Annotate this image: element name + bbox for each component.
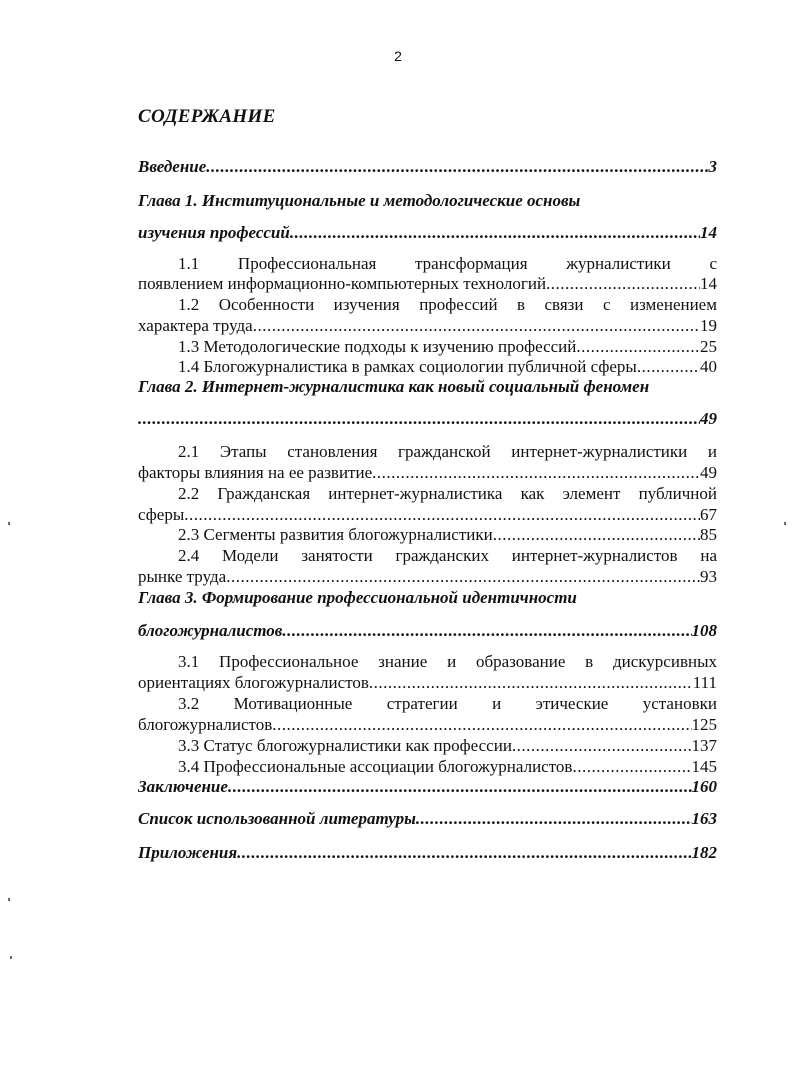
- word: этические: [535, 694, 609, 713]
- entry-text: ориентациях блогожурналистов: [138, 673, 369, 692]
- leader-dots: [369, 672, 693, 694]
- entry-page: 182: [691, 843, 717, 862]
- entry-text: Список использованной литературы: [138, 809, 416, 828]
- entry-page: 25: [700, 337, 717, 356]
- leader-dots: [237, 842, 691, 864]
- toc-section-2-2-line2[interactable]: [138, 504, 717, 526]
- entry-text: появлением информационно-компьютерных технологий: [138, 274, 547, 293]
- toc-chapter-3-line1[interactable]: Глава 3. Формирование профессиональной идентичности: [138, 588, 577, 607]
- entry-text: Приложения: [138, 843, 238, 862]
- scan-speck: [10, 956, 12, 959]
- leader-dots: [226, 566, 700, 588]
- toc-chapter-2-line1[interactable]: Глава 2. Интернет-журналистика как новый социальный феномен: [138, 377, 650, 396]
- entry-page: 160: [691, 777, 717, 796]
- word: с: [709, 254, 717, 273]
- entry-text: рынке труда: [138, 567, 227, 586]
- toc-entry-introduction[interactable]: [138, 156, 717, 178]
- toc-section-3-2-line1[interactable]: [138, 693, 717, 715]
- toc-section-1-1-line1[interactable]: [138, 253, 717, 275]
- toc-section-3-1-line2[interactable]: [138, 672, 717, 694]
- toc-chapter-3-line2[interactable]: [138, 620, 717, 642]
- leader-dots: [546, 273, 700, 295]
- entry-page: 3: [708, 157, 717, 176]
- word: Профессиональная: [237, 254, 377, 273]
- page-number: 2: [394, 48, 402, 64]
- word: трансформация: [415, 254, 528, 273]
- entry-page: 125: [691, 715, 717, 734]
- toc-section-2-4-line1[interactable]: 2.4 Модели занятости гражданских интернет-журналистов на: [178, 546, 717, 565]
- entry-page: 85: [700, 525, 717, 544]
- toc-chapter-1-line1[interactable]: Глава 1. Институциональные и методологические основы: [138, 191, 581, 210]
- entry-text: 3.3 Статус блогожурналистики как профессии: [178, 736, 512, 755]
- word: 3.2: [178, 694, 200, 713]
- leader-dots: [637, 356, 700, 378]
- toc-section-1-3[interactable]: [138, 336, 717, 358]
- entry-page: 19: [700, 316, 717, 335]
- word: журналистики: [566, 254, 671, 273]
- word: стратегии: [386, 694, 458, 713]
- entry-page: 145: [691, 757, 717, 776]
- leader-dots: [138, 408, 700, 430]
- leader-dots: [253, 315, 700, 337]
- toc-section-3-4[interactable]: [138, 756, 717, 778]
- entry-text: 1.3 Методологические подходы к изучению профессий: [178, 337, 577, 356]
- toc-section-1-1-line2[interactable]: [138, 273, 717, 295]
- entry-page: 49: [700, 463, 717, 482]
- entry-text: 1.4 Блогожурналистика в рамках социологии публичной сферы: [178, 357, 637, 376]
- entry-page: 14: [700, 274, 717, 293]
- entry-page: 49: [700, 409, 717, 428]
- word: и: [492, 694, 502, 713]
- toc-section-2-4-line2[interactable]: [138, 566, 717, 588]
- toc-entry-appendices[interactable]: [138, 842, 717, 864]
- toc-section-3-2-line2[interactable]: [138, 714, 717, 736]
- entry-text: характера труда: [138, 316, 253, 335]
- entry-page: 111: [692, 673, 717, 692]
- entry-text: блогожурналистов: [138, 621, 283, 640]
- leader-dots: [228, 776, 692, 798]
- entry-text: 3.4 Профессиональные ассоциации блогожурналистов: [178, 757, 573, 776]
- toc-entry-conclusion[interactable]: [138, 776, 717, 798]
- leader-dots: [184, 504, 700, 526]
- toc-section-2-3[interactable]: [138, 524, 717, 546]
- leader-dots: [282, 620, 691, 642]
- entry-page: 40: [700, 357, 717, 376]
- entry-text: изучения профессий: [138, 223, 290, 242]
- entry-page: 108: [691, 621, 717, 640]
- entry-text: Введение: [138, 157, 207, 176]
- word: Мотивационные: [233, 694, 353, 713]
- scan-speck: [8, 898, 10, 901]
- leader-dots: [416, 808, 692, 830]
- toc-chapter-2-line2[interactable]: [138, 408, 717, 430]
- leader-dots: [493, 524, 700, 546]
- leader-dots: [290, 222, 700, 244]
- toc-section-2-1-line1[interactable]: 2.1 Этапы становления гражданской интернет-журналистики и: [178, 442, 717, 461]
- leader-dots: [206, 156, 708, 178]
- entry-text: 2.3 Сегменты развития блогожурналистики: [178, 525, 493, 544]
- toc-section-2-2-line1[interactable]: 2.2 Гражданская интернет-журналистика как элемент публичной: [178, 484, 717, 503]
- entry-page: 67: [700, 505, 717, 524]
- leader-dots: [512, 735, 692, 757]
- entry-page: 137: [691, 736, 717, 755]
- toc-section-2-1-line2[interactable]: [138, 462, 717, 484]
- word: установки: [642, 694, 717, 713]
- toc-section-1-2-line1[interactable]: 1.2 Особенности изучения профессий в связи с изменением: [178, 295, 717, 314]
- toc-entry-references[interactable]: [138, 808, 717, 830]
- entry-text: Заключение: [138, 777, 228, 796]
- leader-dots: [576, 336, 700, 358]
- entry-page: 14: [700, 223, 717, 242]
- toc-chapter-1-line2[interactable]: [138, 222, 717, 244]
- entry-page: 93: [700, 567, 717, 586]
- entry-text: сферы: [138, 505, 185, 524]
- toc-title: СОДЕРЖАНИЕ: [138, 106, 276, 127]
- entry-page: 163: [691, 809, 717, 828]
- entry-text: факторы влияния на ее развитие: [138, 463, 373, 482]
- toc-section-1-2-line2[interactable]: [138, 315, 717, 337]
- leader-dots: [572, 756, 691, 778]
- toc-section-1-4[interactable]: [138, 356, 717, 378]
- word: 1.1: [178, 254, 200, 273]
- leader-dots: [372, 462, 700, 484]
- toc-section-3-1-line1[interactable]: 3.1 Профессиональное знание и образование в дискурсивных: [178, 652, 717, 671]
- entry-text: блогожурналистов: [138, 715, 273, 734]
- scan-speck: [784, 522, 786, 525]
- toc-section-3-3[interactable]: [138, 735, 717, 757]
- leader-dots: [272, 714, 691, 736]
- scan-speck: [8, 522, 10, 525]
